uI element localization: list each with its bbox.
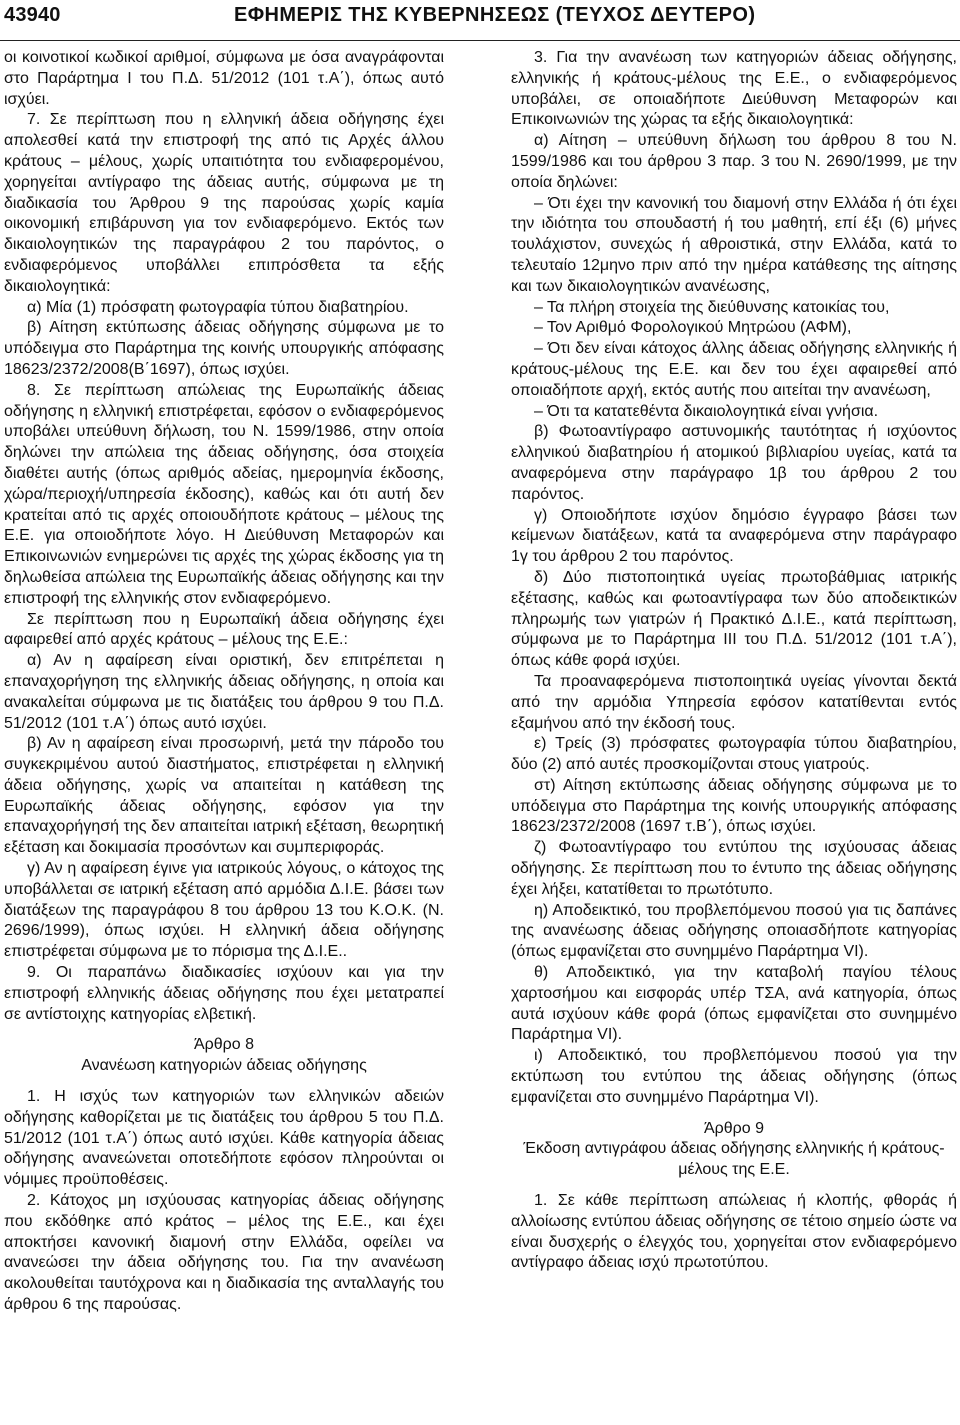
paragraph: 7. Σε περίπτωση που η ελληνική άδεια οδήγησης έχει απολεσθεί κατά την επιστροφή της από τις Αρχές άλλου κράτους – μέλους, χωρίς υπαιτιότητα του ενδιαφερομένου, χορηγείται αντίγραφο της άδειας αυτής, σύμφωνα με τη διαδικασία του Άρθρου 9 της παρούσας χωρίς καμία οικονομική επιβάρυνση για τον ενδιαφερόμενο. Εκτός των δικαιολογητικών της παραγράφου 2 του παρόντος, ο ενδιαφερόμενος υποβάλλει επιπρόσθετα τα εξής δικαιολογητικά: xyxy=(4,111,444,295)
right-column xyxy=(511,48,957,1274)
paragraph: 2. Κάτοχος μη ισχύουσας κατηγορίας άδειας οδήγησης που εκδόθηκε από κράτος – μέλος της Ε.Ε., και έχει αποκτήσει κανονική διαμονή στην Ελλάδα, οφείλει να ανανεώσει την άδεια οδήγησης του. Για την ανανέωση ακολουθείται ταυτόχρονα και η διαδικασία της ανταλλαγής του άρθρου 6 της παρούσας. xyxy=(4,1192,444,1314)
paragraph: η) Αποδεικτικό, του προβλεπόμενου ποσού για τις δαπάνες της ανανέωσης άδειας οδήγησης οποιασδήποτε κατηγορίας (όπως εμφανίζεται στο συνημμένο Παράρτημα VI). xyxy=(511,901,957,961)
list-item: – Ότι τα κατατεθέντα δικαιολογητικά είναι γνήσια. xyxy=(534,402,879,420)
paragraph: θ) Αποδεικτικό, για την καταβολή παγίου τέλους χαρτοσήμου και εισφοράς υπέρ ΤΣΑ, ανά κατηγορία, όπως αυτά ισχύουν κάθε φορά (όπως εμφανίζεται στο συνημμένο Παράρτημα VI). xyxy=(511,964,957,1044)
paragraph: γ) Οποιοδήποτε ισχύον δημόσιο έγγραφο βάσει των κείμενων διατάξεων, κατά τα αναφερόμενα στην παράγραφο 1γ του άρθρου 2 του παρόντος. xyxy=(511,506,957,566)
paragraph: ε) Τρείς (3) πρόσφατες φωτογραφία τύπου διαβατηρίου, δύο (2) από αυτές προσκομίζονται στους γιατρούς. xyxy=(511,735,957,774)
list-item: – Ότι δεν είναι κάτοχος άλλης άδειας οδήγησης ελληνικής ή κράτους-μέλους της Ε.Ε. και δεν του έχει αφαιρεθεί από οποιαδήποτε αρχή, εκτός αυτής που αιτείται την ανανέωση, xyxy=(511,340,957,399)
paragraph: στ) Αίτηση εκτύπωσης άδειας οδήγησης σύμφωνα με το υπόδειγμα στο Παράρτημα της κοινής υπουργικής απόφασης 18623/2372/2008 (1697 τ.Β΄), όπως ισχύει. xyxy=(511,776,957,836)
paragraph: β) Αίτηση εκτύπωσης άδειας οδήγησης σύμφωνα με το υπόδειγμα στο Παράρτημα της κοινής υπουργικής απόφασης 18623/2372/2008(Β΄1697), όπως ισχύει. xyxy=(4,319,444,378)
paragraph: α) Αίτηση – υπεύθυνη δήλωση του άρθρου 8 του Ν. 1599/1986 και του άρθρου 3 παρ. 3 του Ν. 2690/1999, με την οποία δηλώνει: xyxy=(511,132,957,191)
article-title: Ανανέωση κατηγοριών άδειας οδήγησης xyxy=(81,1057,367,1075)
page-number: 43940 xyxy=(4,4,61,26)
paragraph: Σε περίπτωση που η Ευρωπαϊκή άδεια οδήγησης έχει αφαιρεθεί από αρχές κράτους – μέλους της Ε.Ε.: xyxy=(4,610,444,649)
paragraph: ζ) Φωτοαντίγραφο του εντύπου της ισχύουσας άδειας οδήγησης. Σε περίπτωση που το έντυπο της άδειας οδήγησης έχει λήξει, κατατίθεται το πρωτότυπο. xyxy=(511,839,957,898)
paragraph: 8. Σε περίπτωση απώλειας της Ευρωπαϊκής άδειας οδήγησης η ελληνική επιστρέφεται, εφόσον ο ενδιαφερόμενος υποβάλει υπεύθυνη δήλωση, του Ν. 1599/1986, στην οποία δηλώνει την απώλεια της άδειας οδήγησης, όσα στοιχεία διαθέτει αυτής (όπως αριθμός αδείας, ημερομηνία έκδοσης, χώρα/περιοχή/υπηρεσία έκδοσης), καθώς και ότι αυτή δεν κρατείται από τις αρχές οποιουδήποτε κράτους – μέλους της Ε.Ε. για οποιοδήποτε λόγο. Η Διεύθυνση Μεταφορών και Επικοινωνιών ενημερώνει τις αρχές της χώρας έκδοσης για τη δηλωθείσα απώλεια της Ευρωπαϊκής άδειας οδήγησης και την επιστροφή της ελληνικής στον ενδιαφερόμενο. xyxy=(4,381,444,607)
article-heading: Άρθρο 9 xyxy=(703,1119,765,1137)
paragraph: δ) Δύο πιστοποιητικά υγείας πρωτοβάθμιας ιατρικής εξέτασης, καθώς και φωτοαντίγραφα των δύο αποδεικτικών πληρωμής των γιατρών ή Πρακτικό Δ.Ι.Ε., κατά περίπτωση, σύμφωνα με το Παράρτημα ΙΙΙ του Π.Δ. 51/2012 (101 τ.Α΄), όπως κάθε φορά ισχύει. xyxy=(511,568,957,670)
list-item: – Τον Αριθμό Φορολογικού Μητρώου (ΑΦΜ), xyxy=(534,319,852,337)
article-heading: Άρθρο 8 xyxy=(193,1036,255,1054)
page-header xyxy=(0,0,960,41)
journal-title: ΕΦΗΜΕΡΙΣ ΤΗΣ ΚΥΒΕΡΝΗΣΕΩΣ (ΤΕΥΧΟΣ ΔΕΥΤΕΡΟ) xyxy=(234,4,756,26)
paragraph: α) Μία (1) πρόσφατη φωτογραφία τύπου διαβατηρίου. xyxy=(27,298,409,316)
paragraph: β) Αν η αφαίρεση είναι προσωρινή, μετά την πάροδο του συγκεκριμένου αυτού διαστήματος, επιστρέφεται η ελληνική άδεια οδήγησης, χωρίς να απαιτείται η κατάθεση της Ευρωπαϊκής άδειας οδήγησης, εφόσον για την επαναχορήγησή της δεν απαιτείται ιατρική εξέταση, θεωρητική εξέταση και δοκιμασία προσόντων και συμπεριφοράς. xyxy=(4,735,444,857)
paragraph: 1. Η ισχύς των κατηγοριών των ελληνικών αδειών οδήγησης καθορίζεται με τις διατάξεις του άρθρου 5 του Π.Δ. 51/2012 (101 τ.Α΄) όπως αυτό ισχύει. Κάθε κατηγορία άδειας οδήγησης ανανεώνεται οποτεδήποτε εφόσον πληρούνται οι νόμιμες προϋποθέσεις. xyxy=(4,1088,444,1189)
paragraph: ι) Αποδεικτικό, του προβλεπόμενου ποσού για την εκτύπωση του εντύπου της άδειας οδήγησης (όπως εμφανίζεται στο συνημμένο Παράρτημα VI). xyxy=(511,1047,957,1106)
paragraph: β) Φωτοαντίγραφο αστυνομικής ταυτότητας ή ισχύοντος ελληνικού διαβατηρίου ή ατομικού βιβλιαρίου υγείας, κατά τα αναφερόμενα στην παράγραφο 1β του άρθρου 2 του παρόντος. xyxy=(511,423,957,503)
list-item: – Τα πλήρη στοιχεία της διεύθυνσης κατοικίας του, xyxy=(534,298,890,316)
list-item: – Ότι έχει την κανονική του διαμονή στην Ελλάδα ή ότι έχει την ιδιότητα του σπουδαστή ή του μαθητή, επί έξι (6) μήνες τουλάχιστον, συνεχώς ή αθροιστικά, στην Ελλάδα, κατά το τελευταίο 12μηνο πριν από την ημέρα κατάθεσης της αίτησης και των δικαιολογητικών ανανέωσης, xyxy=(511,194,957,295)
paragraph: γ) Αν η αφαίρεση έγινε για ιατρικούς λόγους, ο κάτοχος της υποβάλλεται σε ιατρική εξέταση από αρμόδια Δ.Ι.Ε. βάσει των διατάξεων της παραγράφου 8 του άρθρου 13 του Κ.Ο.Κ. (Ν. 2696/1999), όπως ισχύει. Η ελληνική άδεια οδήγησης επιστρέφεται σύμφωνα με το πόρισμα της Δ.Ι.Ε.. xyxy=(4,860,444,961)
paragraph: Τα προαναφερόμενα πιστοποιητικά υγείας γίνονται δεκτά από την αρμόδια Υπηρεσία εφόσον κατατίθενται εντός εξαμήνου από την έκδοσή τους. xyxy=(511,672,957,732)
paragraph: 3. Για την ανανέωση των κατηγοριών άδειας οδήγησης, ελληνικής ή κράτους-μέλους της Ε.Ε., ο ενδιαφερόμενος υποβάλει, σε οποιαδήποτε Διεύθυνση Μεταφορών και Επικοινωνιών της χώρας τα εξής δικαιολογητικά: xyxy=(511,49,957,129)
paragraph: α) Αν η αφαίρεση είναι οριστική, δεν επιτρέπεται η επαναχορήγηση της ελληνικής άδειας οδήγησης, η οποία και ανακαλείται σύμφωνα με τις διατάξεις του άρθρου 9 του Π.Δ. 51/2012 (101 τ.Α΄) όπως αυτό ισχύει. xyxy=(4,652,444,732)
paragraph: οι κοινοτικοί κωδικοί αριθμοί, σύμφωνα με όσα αναγράφονται στο Παράρτημα Ι του Π.Δ. 51/2012 (101 τ.Α΄), όπως αυτό ισχύει. xyxy=(4,49,444,108)
paragraph: 1. Σε κάθε περίπτωση απώλειας ή κλοπής, φθοράς ή αλλοίωσης εντύπου άδειας οδήγησης σε τέτοιο σημείο ώστε να είναι δυσχερής ο έλεγχός του, χορηγείται στον ενδιαφερόμενο αντίγραφο άδειας ισχύ πρωτοτύπου. xyxy=(511,1192,957,1272)
left-column xyxy=(4,48,444,1316)
paragraph: 9. Οι παραπάνω διαδικασίες ισχύουν και για την επιστροφή ελληνικής άδειας οδήγησης που έχει μετατραπεί σε αντίστοιχης κατηγορίας ελβετική. xyxy=(4,964,444,1023)
article-title: Έκδοση αντιγράφου άδειας οδήγησης ελληνικής ή κράτους-μέλους της Ε.Ε. xyxy=(523,1140,945,1179)
